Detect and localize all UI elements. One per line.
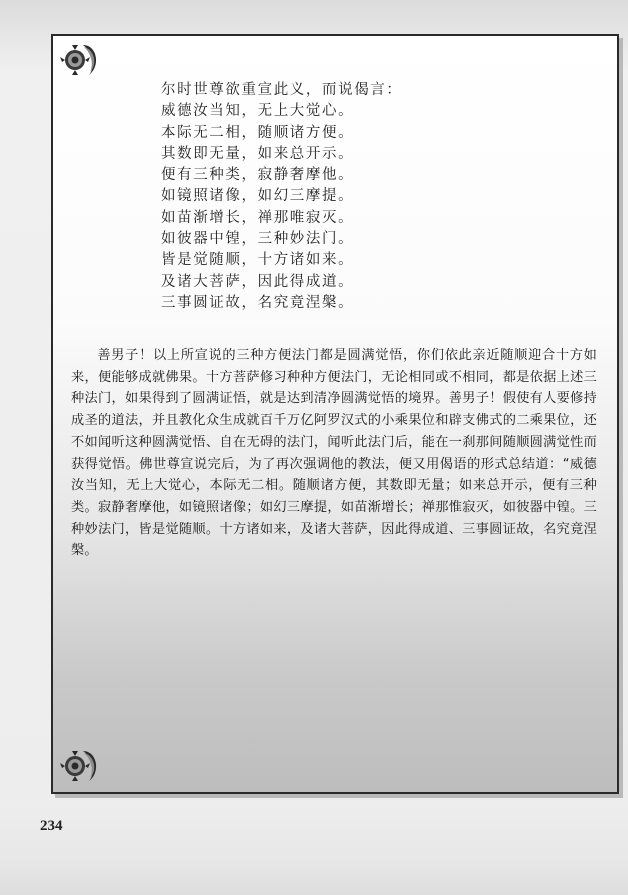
lotus-crescent-icon	[59, 42, 103, 80]
page-number: 234	[40, 818, 63, 834]
verse-block	[161, 80, 491, 314]
page-frame	[51, 34, 619, 794]
verse-line: 威德汝当知，无上大觉心。	[161, 103, 355, 120]
verse-line: 便有三种类，寂静奢摩他。	[161, 167, 355, 184]
verse-line: 其数即无量，如来总开示。	[161, 145, 355, 162]
verse-line: 本际无二相，随顺诸方便。	[161, 124, 355, 141]
verse-line: 如彼器中锽，三种妙法门。	[161, 231, 355, 248]
commentary-block	[71, 345, 597, 562]
verse-line: 如镜照诸像，如幻三摩提。	[161, 188, 355, 205]
commentary-paragraph: 善男子！以上所宣说的三种方便法门都是圆满觉悟，你们依此亲近随顺迎合十方如来，便能够成就佛果。十方菩萨修习种种方便法门，无论相同或不相同，都是依据上述三种法门，如果得到了圆满证悟，就是达到清净圆满觉悟的境界。善男子！假使有人要修持成圣的道法，并且教化众生成就百千万亿阿罗汉式的小乘果位和辟支佛式的二乘果位，还不如闻听这种圆满觉悟、自在无碍的法门，闻听此法门后，能在一刹那间随顺圆满觉性而获得觉悟。佛世尊宣说完后，为了再次强调他的教法，便又用偈语的形式总结道：“威德汝当知，无上大觉心，本际无二相。随顺诸方便，其数即无量；如来总开示，便有三种类。寂静奢摩他，如镜照诸像；如幻三摩提，如苗渐增长；禅那惟寂灭，如彼器中锽。三种妙法门，皆是觉随顺。十方诸如来，及诸大菩萨，因此得成道、三事圆证故，名究竟涅槃。	[71, 348, 597, 559]
verse-line: 三事圆证故，名究竟涅槃。	[161, 294, 355, 311]
verse-line: 皆是觉随顺，十方诸如来。	[161, 252, 355, 269]
scan-bottom-band	[0, 860, 628, 895]
lotus-crescent-icon	[59, 748, 103, 786]
verse-intro-line: 尔时世尊欲重宣此义，而说偈言：	[161, 82, 403, 98]
verse-line: 及诸大菩萨，因此得成道。	[161, 273, 355, 290]
verse-line: 如苗渐增长，禅那唯寂灭。	[161, 209, 355, 226]
